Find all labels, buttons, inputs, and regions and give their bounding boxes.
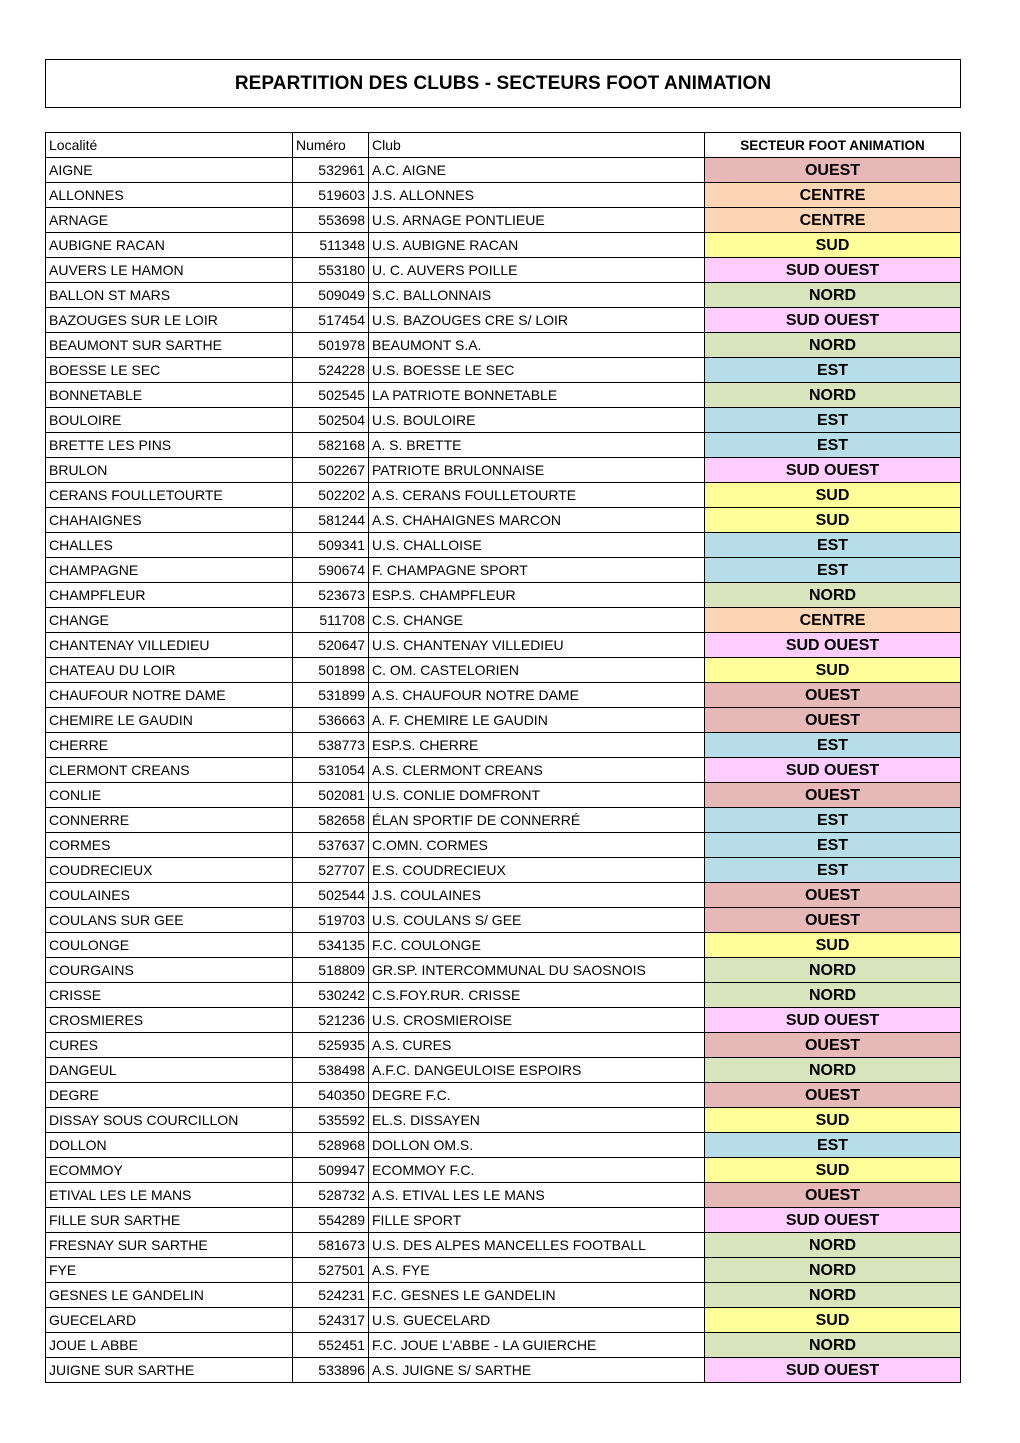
cell-club: ÉLAN SPORTIF DE CONNERRÉ <box>369 808 705 833</box>
cell-numero: 582658 <box>293 808 369 833</box>
cell-club: U.S. BOULOIRE <box>369 408 705 433</box>
table-row <box>46 833 961 858</box>
cell-club: FILLE SPORT <box>369 1208 705 1233</box>
cell-numero: 502267 <box>293 458 369 483</box>
table-row <box>46 508 961 533</box>
table-row <box>46 483 961 508</box>
cell-secteur: NORD <box>705 1283 961 1308</box>
cell-club: ESP.S. CHERRE <box>369 733 705 758</box>
cell-numero: 509049 <box>293 283 369 308</box>
cell-secteur: SUD <box>705 1158 961 1183</box>
cell-secteur: EST <box>705 533 961 558</box>
cell-club: A.S. CURES <box>369 1033 705 1058</box>
table-row <box>46 1333 961 1358</box>
cell-localite: BONNETABLE <box>46 383 293 408</box>
cell-localite: CONNERRE <box>46 808 293 833</box>
cell-secteur: EST <box>705 733 961 758</box>
table-row <box>46 433 961 458</box>
cell-numero: 502545 <box>293 383 369 408</box>
cell-club: A.S. ETIVAL LES LE MANS <box>369 1183 705 1208</box>
cell-localite: BALLON ST MARS <box>46 283 293 308</box>
header-club: Club <box>369 133 705 158</box>
cell-secteur: NORD <box>705 333 961 358</box>
cell-secteur: SUD OUEST <box>705 633 961 658</box>
cell-secteur: OUEST <box>705 708 961 733</box>
table-row <box>46 183 961 208</box>
table-row <box>46 558 961 583</box>
cell-club: U.S. BAZOUGES CRE S/ LOIR <box>369 308 705 333</box>
cell-secteur: NORD <box>705 983 961 1008</box>
cell-localite: BAZOUGES SUR LE LOIR <box>46 308 293 333</box>
table-row <box>46 608 961 633</box>
table-body <box>46 158 961 1383</box>
cell-club: GR.SP. INTERCOMMUNAL DU SAOSNOIS <box>369 958 705 983</box>
table-row <box>46 283 961 308</box>
cell-club: BEAUMONT S.A. <box>369 333 705 358</box>
cell-numero: 527501 <box>293 1258 369 1283</box>
cell-numero: 534135 <box>293 933 369 958</box>
cell-secteur: OUEST <box>705 783 961 808</box>
cell-club: A.S. FYE <box>369 1258 705 1283</box>
cell-secteur: EST <box>705 833 961 858</box>
cell-club: C.S. CHANGE <box>369 608 705 633</box>
cell-secteur: SUD <box>705 508 961 533</box>
cell-secteur: SUD <box>705 933 961 958</box>
table-row <box>46 1158 961 1183</box>
cell-numero: 537637 <box>293 833 369 858</box>
cell-numero: 528732 <box>293 1183 369 1208</box>
table-row <box>46 408 961 433</box>
cell-secteur: SUD OUEST <box>705 258 961 283</box>
cell-numero: 532961 <box>293 158 369 183</box>
table-row <box>46 1058 961 1083</box>
cell-numero: 581244 <box>293 508 369 533</box>
cell-localite: CHEMIRE LE GAUDIN <box>46 708 293 733</box>
cell-localite: CHALLES <box>46 533 293 558</box>
cell-localite: FRESNAY SUR SARTHE <box>46 1233 293 1258</box>
cell-numero: 511348 <box>293 233 369 258</box>
table-row <box>46 808 961 833</box>
cell-localite: CORMES <box>46 833 293 858</box>
title-box <box>45 59 961 108</box>
cell-secteur: NORD <box>705 958 961 983</box>
cell-localite: CHATEAU DU LOIR <box>46 658 293 683</box>
cell-numero: 519703 <box>293 908 369 933</box>
cell-club: U.S. DES ALPES MANCELLES FOOTBALL <box>369 1233 705 1258</box>
cell-localite: BOESSE LE SEC <box>46 358 293 383</box>
cell-numero: 554289 <box>293 1208 369 1233</box>
table-row <box>46 458 961 483</box>
cell-club: A.S. CERANS FOULLETOURTE <box>369 483 705 508</box>
cell-club: J.S. COULAINES <box>369 883 705 908</box>
table-row <box>46 683 961 708</box>
cell-localite: COULAINES <box>46 883 293 908</box>
table-row <box>46 1033 961 1058</box>
cell-localite: AUBIGNE RACAN <box>46 233 293 258</box>
cell-localite: BRULON <box>46 458 293 483</box>
cell-club: DEGRE F.C. <box>369 1083 705 1108</box>
table-row <box>46 933 961 958</box>
cell-numero: 502202 <box>293 483 369 508</box>
cell-club: ECOMMOY F.C. <box>369 1158 705 1183</box>
cell-numero: 527707 <box>293 858 369 883</box>
cell-localite: DANGEUL <box>46 1058 293 1083</box>
cell-secteur: NORD <box>705 283 961 308</box>
table-header-row <box>46 133 961 158</box>
cell-localite: ETIVAL LES LE MANS <box>46 1183 293 1208</box>
cell-localite: AUVERS LE HAMON <box>46 258 293 283</box>
cell-club: F.C. JOUE L'ABBE - LA GUIERCHE <box>369 1333 705 1358</box>
cell-numero: 502081 <box>293 783 369 808</box>
table-row <box>46 233 961 258</box>
cell-localite: GUECELARD <box>46 1308 293 1333</box>
cell-localite: CHAMPAGNE <box>46 558 293 583</box>
cell-secteur: SUD OUEST <box>705 1208 961 1233</box>
cell-secteur: NORD <box>705 1333 961 1358</box>
cell-numero: 531054 <box>293 758 369 783</box>
cell-localite: CHAMPFLEUR <box>46 583 293 608</box>
cell-club: C.OMN. CORMES <box>369 833 705 858</box>
cell-localite: GESNES LE GANDELIN <box>46 1283 293 1308</box>
cell-club: A.S. CHAHAIGNES MARCON <box>369 508 705 533</box>
cell-numero: 538498 <box>293 1058 369 1083</box>
cell-numero: 501978 <box>293 333 369 358</box>
cell-localite: BEAUMONT SUR SARTHE <box>46 333 293 358</box>
cell-numero: 502544 <box>293 883 369 908</box>
table-row <box>46 358 961 383</box>
cell-club: A.S. CHAUFOUR NOTRE DAME <box>369 683 705 708</box>
cell-club: U.S. CROSMIEROISE <box>369 1008 705 1033</box>
cell-numero: 553698 <box>293 208 369 233</box>
cell-secteur: SUD <box>705 1108 961 1133</box>
cell-localite: ECOMMOY <box>46 1158 293 1183</box>
table-row <box>46 333 961 358</box>
cell-secteur: SUD <box>705 233 961 258</box>
cell-numero: 520647 <box>293 633 369 658</box>
table-row <box>46 1208 961 1233</box>
cell-secteur: SUD <box>705 483 961 508</box>
cell-numero: 540350 <box>293 1083 369 1108</box>
cell-secteur: EST <box>705 1133 961 1158</box>
cell-localite: JOUE L ABBE <box>46 1333 293 1358</box>
cell-localite: CHERRE <box>46 733 293 758</box>
cell-secteur: OUEST <box>705 158 961 183</box>
cell-secteur: CENTRE <box>705 183 961 208</box>
cell-secteur: NORD <box>705 583 961 608</box>
cell-localite: FILLE SUR SARTHE <box>46 1208 293 1233</box>
cell-numero: 509341 <box>293 533 369 558</box>
cell-numero: 531899 <box>293 683 369 708</box>
cell-numero: 525935 <box>293 1033 369 1058</box>
cell-secteur: OUEST <box>705 1083 961 1108</box>
cell-secteur: OUEST <box>705 1183 961 1208</box>
cell-club: U.S. ARNAGE PONTLIEUE <box>369 208 705 233</box>
cell-club: F.C. COULONGE <box>369 933 705 958</box>
cell-club: U.S. BOESSE LE SEC <box>369 358 705 383</box>
cell-club: J.S. ALLONNES <box>369 183 705 208</box>
cell-localite: BOULOIRE <box>46 408 293 433</box>
cell-secteur: NORD <box>705 1233 961 1258</box>
cell-club: S.C. BALLONNAIS <box>369 283 705 308</box>
cell-numero: 524228 <box>293 358 369 383</box>
cell-numero: 552451 <box>293 1333 369 1358</box>
cell-localite: JUIGNE SUR SARTHE <box>46 1358 293 1383</box>
header-localite: Localité <box>46 133 293 158</box>
cell-club: U.S. COULANS S/ GEE <box>369 908 705 933</box>
cell-numero: 517454 <box>293 308 369 333</box>
cell-numero: 502504 <box>293 408 369 433</box>
table-row <box>46 783 961 808</box>
cell-numero: 528968 <box>293 1133 369 1158</box>
cell-numero: 501898 <box>293 658 369 683</box>
cell-numero: 538773 <box>293 733 369 758</box>
cell-club: U.S. CHALLOISE <box>369 533 705 558</box>
cell-club: ESP.S. CHAMPFLEUR <box>369 583 705 608</box>
cell-club: F.C. GESNES LE GANDELIN <box>369 1283 705 1308</box>
table-row <box>46 883 961 908</box>
table-row <box>46 958 961 983</box>
cell-club: E.S. COUDRECIEUX <box>369 858 705 883</box>
cell-localite: ALLONNES <box>46 183 293 208</box>
cell-localite: FYE <box>46 1258 293 1283</box>
cell-localite: DEGRE <box>46 1083 293 1108</box>
cell-numero: 533896 <box>293 1358 369 1383</box>
cell-club: PATRIOTE BRULONNAISE <box>369 458 705 483</box>
cell-club: U.S. CHANTENAY VILLEDIEU <box>369 633 705 658</box>
cell-localite: COURGAINS <box>46 958 293 983</box>
cell-secteur: EST <box>705 358 961 383</box>
cell-localite: CERANS FOULLETOURTE <box>46 483 293 508</box>
cell-secteur: NORD <box>705 1058 961 1083</box>
table-row <box>46 1183 961 1208</box>
cell-club: U.S. CONLIE DOMFRONT <box>369 783 705 808</box>
table-row <box>46 1308 961 1333</box>
header-secteur: SECTEUR FOOT ANIMATION <box>705 133 961 158</box>
table-row <box>46 1008 961 1033</box>
table-row <box>46 208 961 233</box>
table-row <box>46 758 961 783</box>
table-row <box>46 1133 961 1158</box>
table-row <box>46 1258 961 1283</box>
cell-club: A.S. CLERMONT CREANS <box>369 758 705 783</box>
table-row <box>46 158 961 183</box>
cell-secteur: EST <box>705 808 961 833</box>
cell-club: A. F. CHEMIRE LE GAUDIN <box>369 708 705 733</box>
cell-secteur: EST <box>705 858 961 883</box>
table-row <box>46 983 961 1008</box>
cell-club: U.S. AUBIGNE RACAN <box>369 233 705 258</box>
cell-club: DOLLON OM.S. <box>369 1133 705 1158</box>
cell-localite: AIGNE <box>46 158 293 183</box>
cell-numero: 519603 <box>293 183 369 208</box>
cell-numero: 521236 <box>293 1008 369 1033</box>
cell-club: A.S. JUIGNE S/ SARTHE <box>369 1358 705 1383</box>
clubs-table <box>45 132 961 1383</box>
cell-localite: DISSAY SOUS COURCILLON <box>46 1108 293 1133</box>
cell-numero: 523673 <box>293 583 369 608</box>
cell-secteur: NORD <box>705 1258 961 1283</box>
cell-numero: 509947 <box>293 1158 369 1183</box>
cell-club: LA PATRIOTE BONNETABLE <box>369 383 705 408</box>
cell-secteur: CENTRE <box>705 208 961 233</box>
header-numero: Numéro <box>293 133 369 158</box>
cell-numero: 582168 <box>293 433 369 458</box>
cell-numero: 536663 <box>293 708 369 733</box>
page-title: REPARTITION DES CLUBS - SECTEURS FOOT ANIMATION <box>234 72 772 94</box>
cell-secteur: OUEST <box>705 883 961 908</box>
cell-club: C. OM. CASTELORIEN <box>369 658 705 683</box>
cell-secteur: NORD <box>705 383 961 408</box>
cell-secteur: EST <box>705 558 961 583</box>
cell-localite: COULANS SUR GEE <box>46 908 293 933</box>
cell-club: U. C. AUVERS POILLE <box>369 258 705 283</box>
cell-numero: 535592 <box>293 1108 369 1133</box>
cell-localite: CHANGE <box>46 608 293 633</box>
cell-secteur: OUEST <box>705 683 961 708</box>
cell-secteur: OUEST <box>705 1033 961 1058</box>
cell-localite: CURES <box>46 1033 293 1058</box>
cell-secteur: SUD OUEST <box>705 308 961 333</box>
cell-numero: 511708 <box>293 608 369 633</box>
table-row <box>46 383 961 408</box>
cell-numero: 581673 <box>293 1233 369 1258</box>
cell-club: EL.S. DISSAYEN <box>369 1108 705 1133</box>
table-row <box>46 1083 961 1108</box>
cell-secteur: EST <box>705 408 961 433</box>
cell-club: C.S.FOY.RUR. CRISSE <box>369 983 705 1008</box>
cell-club: A. S. BRETTE <box>369 433 705 458</box>
table-row <box>46 583 961 608</box>
cell-localite: BRETTE LES PINS <box>46 433 293 458</box>
table-row <box>46 258 961 283</box>
cell-secteur: CENTRE <box>705 608 961 633</box>
cell-localite: COULONGE <box>46 933 293 958</box>
cell-secteur: SUD OUEST <box>705 1008 961 1033</box>
cell-localite: CHAUFOUR NOTRE DAME <box>46 683 293 708</box>
table-row <box>46 1358 961 1383</box>
cell-localite: CHANTENAY VILLEDIEU <box>46 633 293 658</box>
table-row <box>46 308 961 333</box>
table-row <box>46 1108 961 1133</box>
cell-secteur: EST <box>705 433 961 458</box>
cell-localite: ARNAGE <box>46 208 293 233</box>
table-row <box>46 908 961 933</box>
cell-localite: COUDRECIEUX <box>46 858 293 883</box>
cell-secteur: SUD <box>705 658 961 683</box>
cell-club: A.C. AIGNE <box>369 158 705 183</box>
cell-localite: CHAHAIGNES <box>46 508 293 533</box>
table-row <box>46 708 961 733</box>
table-row <box>46 1233 961 1258</box>
cell-localite: CROSMIERES <box>46 1008 293 1033</box>
cell-numero: 524317 <box>293 1308 369 1333</box>
table-row <box>46 533 961 558</box>
cell-club: A.F.C. DANGEULOISE ESPOIRS <box>369 1058 705 1083</box>
cell-numero: 553180 <box>293 258 369 283</box>
cell-localite: CRISSE <box>46 983 293 1008</box>
cell-secteur: SUD OUEST <box>705 1358 961 1383</box>
table-row <box>46 633 961 658</box>
table-row <box>46 658 961 683</box>
cell-numero: 518809 <box>293 958 369 983</box>
cell-secteur: OUEST <box>705 908 961 933</box>
table-row <box>46 858 961 883</box>
cell-secteur: SUD OUEST <box>705 458 961 483</box>
cell-secteur: SUD OUEST <box>705 758 961 783</box>
cell-localite: CLERMONT CREANS <box>46 758 293 783</box>
cell-numero: 530242 <box>293 983 369 1008</box>
cell-club: F. CHAMPAGNE SPORT <box>369 558 705 583</box>
table-row <box>46 1283 961 1308</box>
table-row <box>46 733 961 758</box>
cell-numero: 590674 <box>293 558 369 583</box>
cell-numero: 524231 <box>293 1283 369 1308</box>
cell-localite: DOLLON <box>46 1133 293 1158</box>
cell-club: U.S. GUECELARD <box>369 1308 705 1333</box>
cell-secteur: SUD <box>705 1308 961 1333</box>
cell-localite: CONLIE <box>46 783 293 808</box>
